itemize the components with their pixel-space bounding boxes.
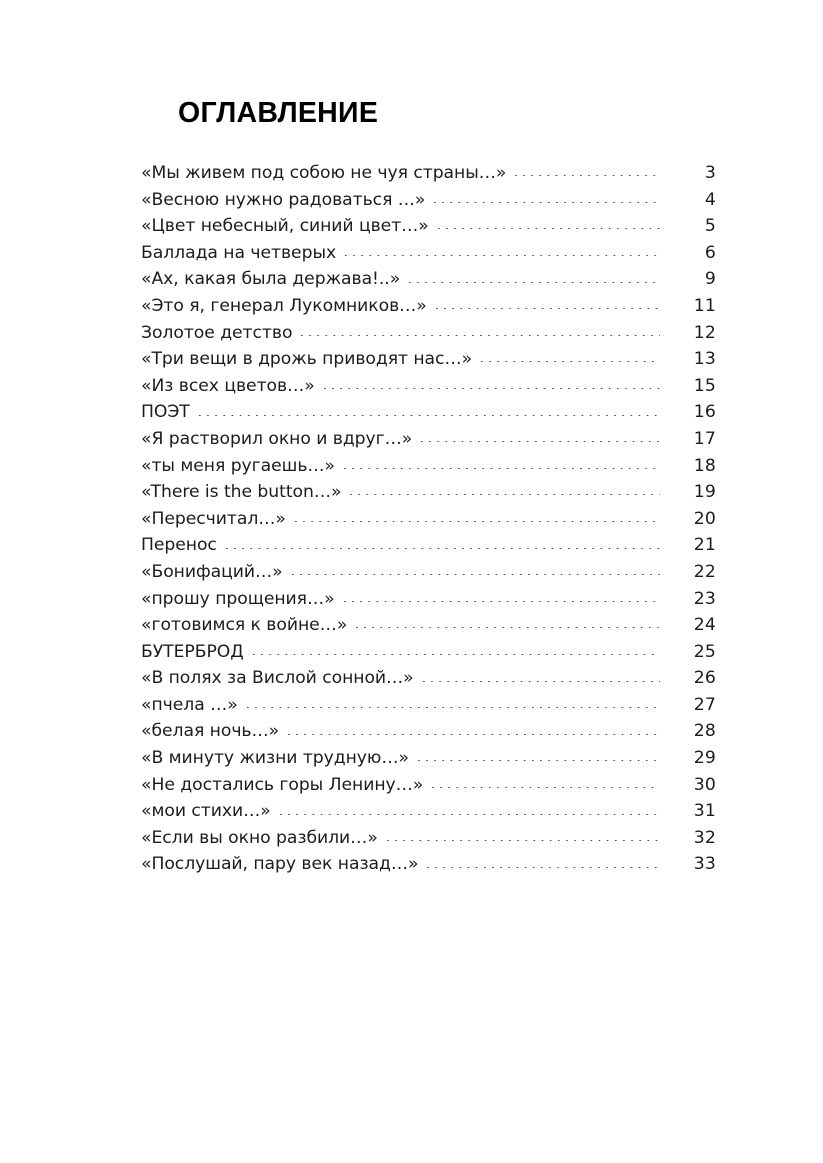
toc-entry-title: БУТЕРБРОД <box>141 641 244 662</box>
dot-leader <box>434 202 660 203</box>
toc-entry-title: «ты меня ругаешь…» <box>141 455 336 476</box>
dot-leader <box>350 494 660 495</box>
toc-content <box>141 97 716 875</box>
toc-entry-page-number: 27 <box>693 694 716 715</box>
toc-entry-title: «Три вещи в дрожь приводят нас…» <box>141 349 473 370</box>
dot-leader <box>301 335 660 336</box>
toc-entry[interactable] <box>141 426 716 453</box>
dot-leader <box>253 654 660 655</box>
dot-leader <box>344 601 660 602</box>
toc-entry-page-number: 32 <box>693 827 716 848</box>
toc-entry-page-number: 11 <box>693 295 716 316</box>
toc-entry-page-number: 26 <box>693 668 716 689</box>
dot-leader <box>515 175 660 176</box>
toc-entry[interactable] <box>141 453 716 480</box>
toc-entry-title: Баллада на четверых <box>141 242 337 263</box>
toc-entry[interactable] <box>141 612 716 639</box>
toc-entry-title: «готовимся к войне…» <box>141 615 348 636</box>
toc-entry[interactable] <box>141 772 716 799</box>
dot-leader <box>436 308 660 309</box>
toc-entry[interactable] <box>141 586 716 613</box>
toc-entry-page-number: 29 <box>693 748 716 769</box>
dot-leader <box>344 468 660 469</box>
toc-entry-title: «мои стихи…» <box>141 801 271 822</box>
toc-entry-page-number: 31 <box>693 801 716 822</box>
toc-entry-page-number: 20 <box>693 508 716 529</box>
toc-entry[interactable] <box>141 346 716 373</box>
toc-entry-title: «Из всех цветов…» <box>141 375 315 396</box>
dot-leader <box>247 707 660 708</box>
dot-leader <box>199 415 660 416</box>
toc-entry[interactable] <box>141 479 716 506</box>
toc-entry-title: «Не достались горы Ленину…» <box>141 774 424 795</box>
toc-entry[interactable] <box>141 240 716 267</box>
dot-leader <box>432 787 660 788</box>
dot-leader <box>324 388 660 389</box>
toc-entry-page-number: 33 <box>693 854 716 875</box>
toc-entry-title: «Если вы окно разбили…» <box>141 827 378 848</box>
toc-entry[interactable] <box>141 532 716 559</box>
toc-entry-page-number: 3 <box>704 163 716 183</box>
toc-entry-page-number: 17 <box>693 428 716 449</box>
toc-entry-title: «Мы живем под собою не чуя страны…» <box>141 163 507 183</box>
toc-entry-title: «прошу прощения…» <box>141 588 335 609</box>
toc-entry-title: Перенос <box>141 535 217 556</box>
toc-entry-title: «Это я, генерал Лукомников…» <box>141 295 427 316</box>
toc-entry-page-number: 9 <box>704 269 716 290</box>
toc-entry[interactable] <box>141 851 716 878</box>
toc-entry-page-number: 12 <box>693 322 716 343</box>
toc-entry-page-number: 19 <box>693 482 716 503</box>
dot-leader <box>409 282 660 283</box>
toc-entry-page-number: 28 <box>693 721 716 742</box>
toc-entry-title: ПОЭТ <box>141 402 190 423</box>
toc-entry[interactable] <box>141 160 716 187</box>
toc-entry[interactable] <box>141 320 716 347</box>
toc-entry-page-number: 13 <box>693 349 716 370</box>
table-of-contents-list <box>141 160 716 878</box>
toc-entry-page-number: 21 <box>693 535 716 556</box>
page-title: ОГЛАВЛЕНИЕ <box>178 97 379 129</box>
toc-entry-page-number: 30 <box>693 774 716 795</box>
dot-leader <box>288 734 660 735</box>
toc-entry[interactable] <box>141 639 716 666</box>
dot-leader <box>295 521 660 522</box>
toc-entry-title: «Цвет небесный, синий цвет…» <box>141 216 429 237</box>
toc-entry-title: «Пересчитал…» <box>141 508 286 529</box>
dot-leader <box>438 228 660 229</box>
dot-leader <box>423 681 660 682</box>
toc-entry-title: «пчела …» <box>141 694 238 715</box>
dot-leader <box>345 255 660 256</box>
toc-entry[interactable] <box>141 665 716 692</box>
dot-leader <box>418 760 660 761</box>
toc-entry-page-number: 15 <box>693 375 716 396</box>
toc-entry-title: «There is the button…» <box>141 482 342 503</box>
dot-leader <box>481 361 660 362</box>
dot-leader <box>280 814 660 815</box>
toc-entry-page-number: 23 <box>693 588 716 609</box>
toc-entry[interactable] <box>141 692 716 719</box>
dot-leader <box>356 627 660 628</box>
toc-entry-page-number: 5 <box>704 216 716 237</box>
toc-entry-title: «Весною нужно радоваться …» <box>141 189 426 210</box>
toc-entry[interactable] <box>141 559 716 586</box>
dot-leader <box>292 574 660 575</box>
dot-leader <box>387 840 660 841</box>
toc-entry-title: «Послушай, пару век назад…» <box>141 854 419 875</box>
toc-entry-page-number: 16 <box>693 402 716 423</box>
toc-entry-page-number: 25 <box>693 641 716 662</box>
toc-entry-title: «белая ночь…» <box>141 721 280 742</box>
toc-entry-title: «Я растворил окно и вдруг…» <box>141 428 413 449</box>
dot-leader <box>226 548 660 549</box>
toc-entry-page-number: 6 <box>704 242 716 263</box>
toc-entry[interactable] <box>141 745 716 772</box>
toc-entry[interactable] <box>141 213 716 240</box>
toc-entry-title: Золотое детство <box>141 322 293 343</box>
toc-entry[interactable] <box>141 293 716 320</box>
toc-entry-page-number: 18 <box>693 455 716 476</box>
dot-leader <box>421 441 660 442</box>
toc-entry[interactable] <box>141 187 716 214</box>
toc-entry[interactable] <box>141 825 716 852</box>
toc-entry[interactable] <box>141 373 716 400</box>
toc-entry[interactable] <box>141 718 716 745</box>
toc-entry-title: «Ах, какая была держава!..» <box>141 269 401 290</box>
dot-leader <box>427 867 660 868</box>
toc-entry-title: «В полях за Вислой сонной…» <box>141 668 414 689</box>
toc-entry-page-number: 24 <box>693 615 716 636</box>
toc-entry[interactable] <box>141 506 716 533</box>
toc-entry-page-number: 22 <box>693 561 716 582</box>
toc-entry[interactable] <box>141 399 716 426</box>
toc-entry-title: «В минуту жизни трудную…» <box>141 748 409 769</box>
toc-entry[interactable] <box>141 798 716 825</box>
toc-entry-title: «Бонифаций…» <box>141 561 283 582</box>
toc-entry[interactable] <box>141 266 716 293</box>
toc-entry-page-number: 4 <box>704 189 716 210</box>
